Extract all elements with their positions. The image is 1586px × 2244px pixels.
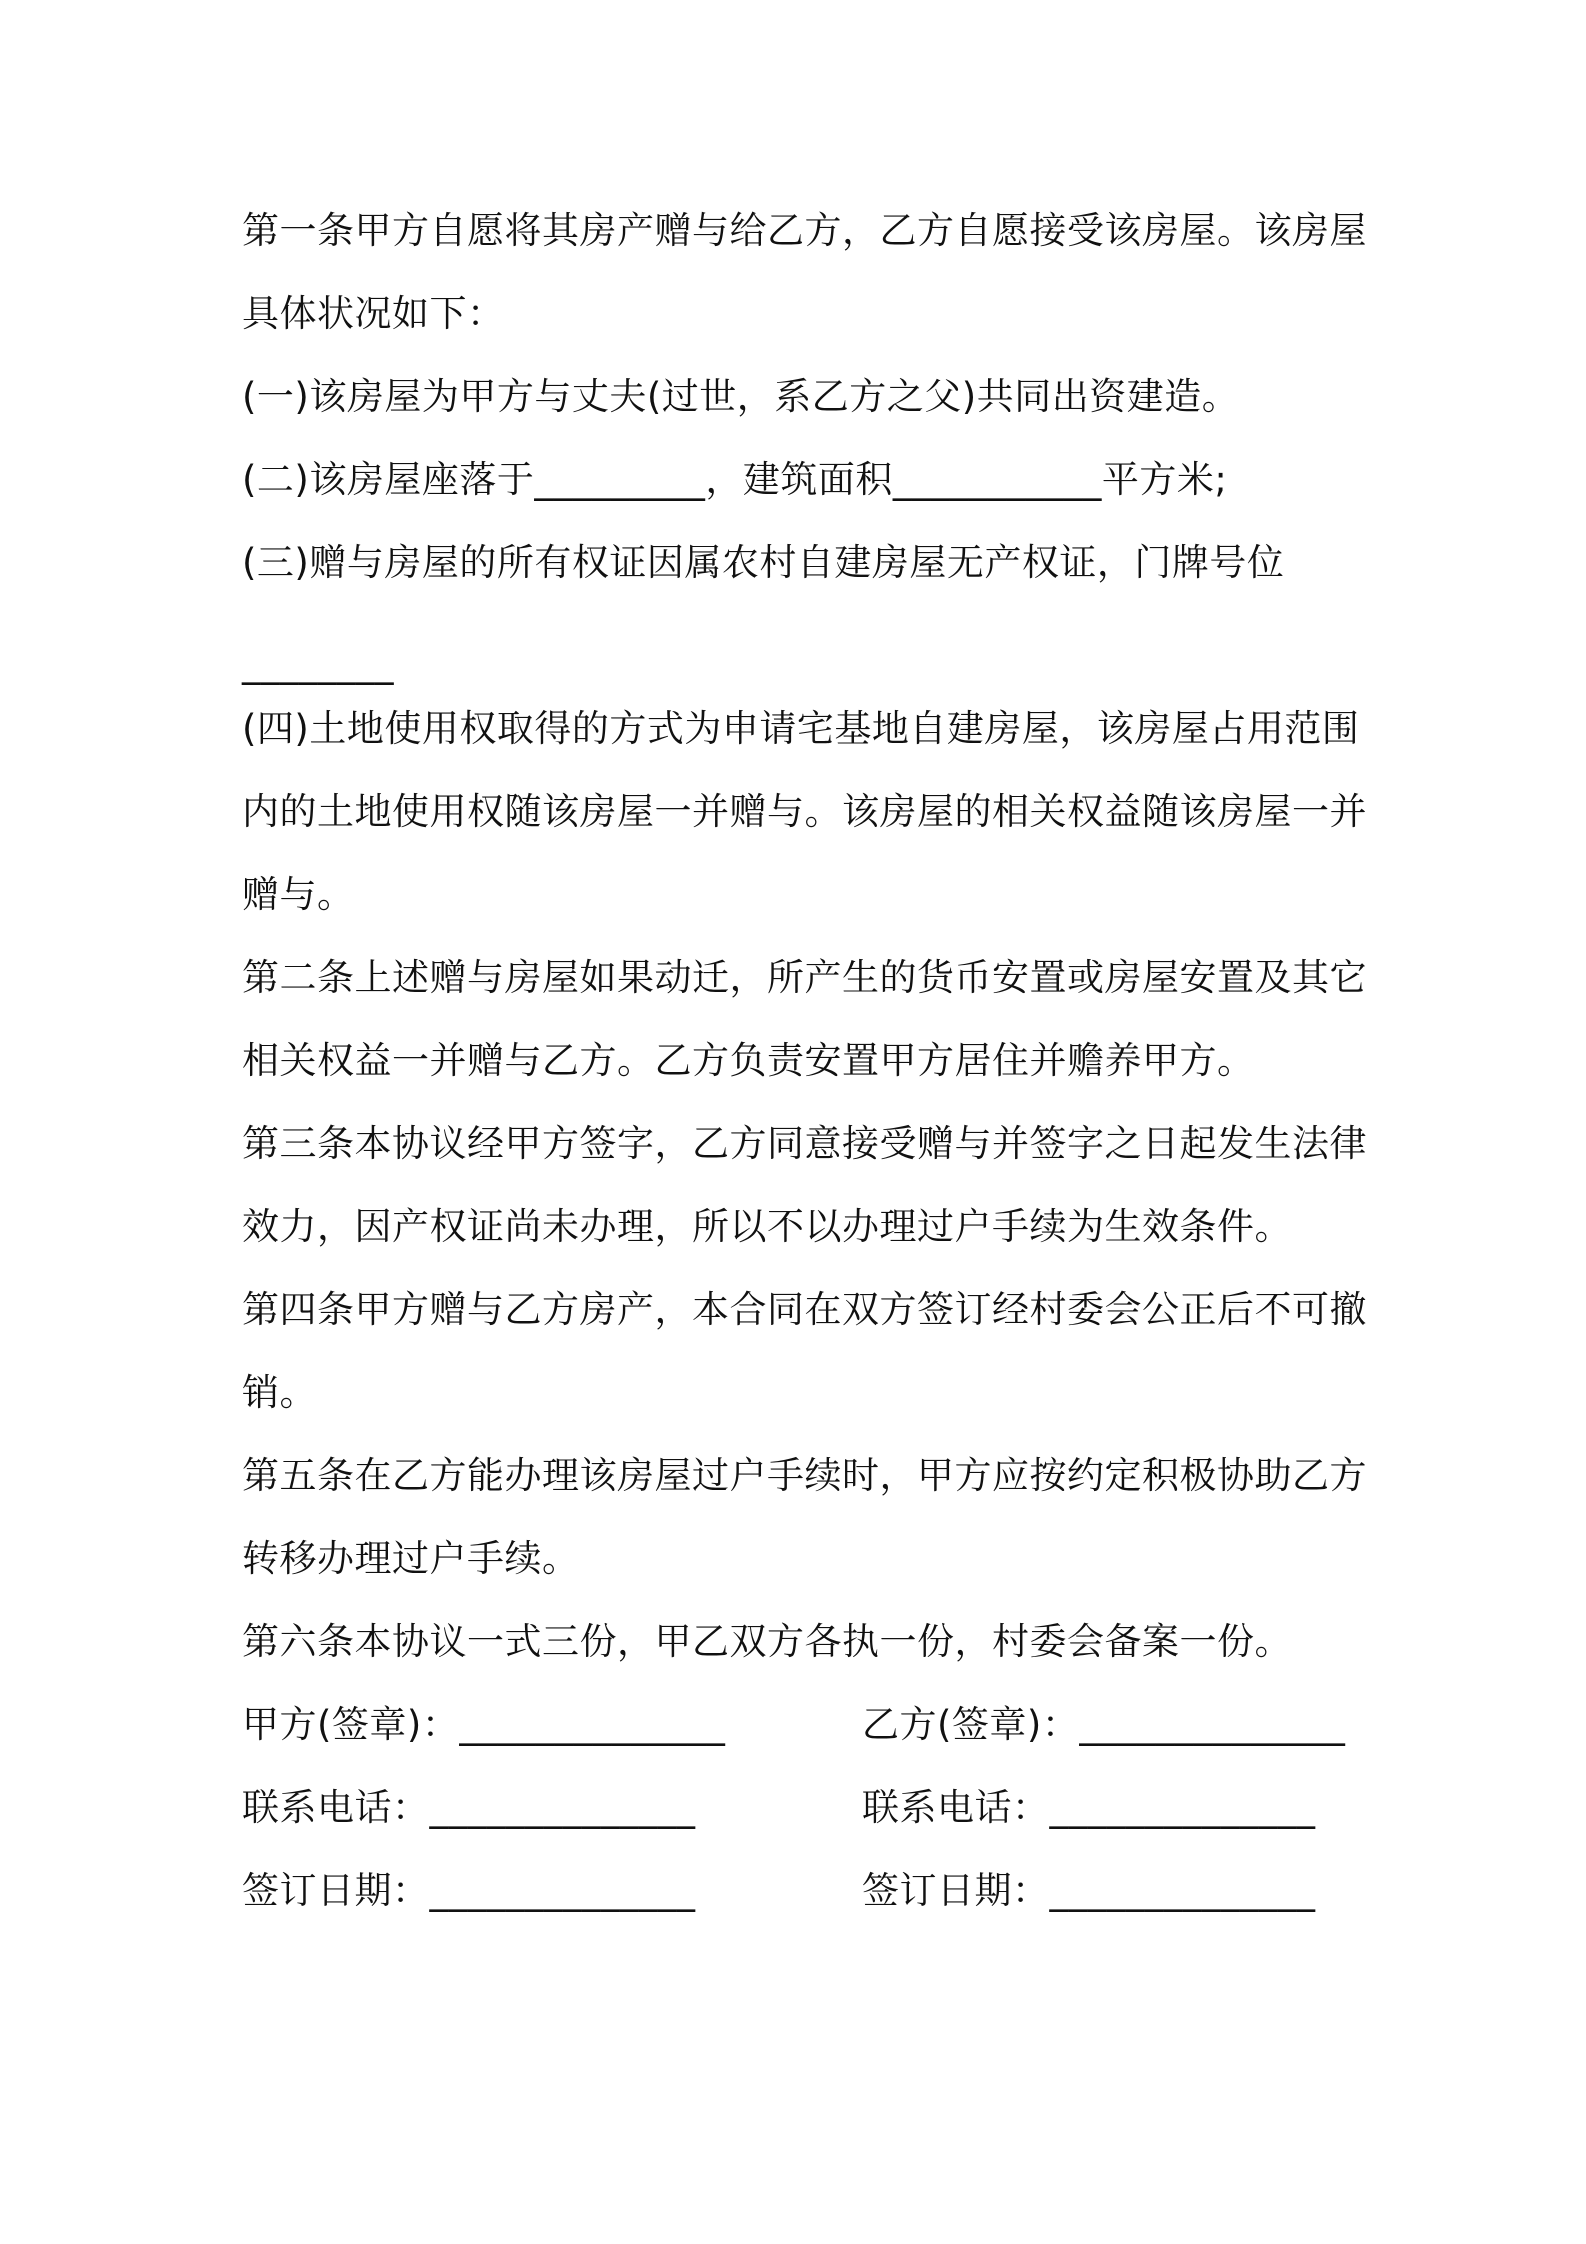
item-2: (二)该房屋座落于_________，建筑面积___________平方米; <box>242 458 1228 501</box>
clause-4-line-2: 销。 <box>242 1371 317 1414</box>
party-a-date-field: 签订日期：______________ <box>242 1869 696 1912</box>
clause-1-line-2: 具体状况如下： <box>242 292 505 335</box>
clause-1-line-1: 第一条甲方自愿将其房产赠与给乙方，乙方自愿接受该房屋。该房屋 <box>242 209 1367 252</box>
clause-2-line-1: 第二条上述赠与房屋如果动迁，所产生的货币安置或房屋安置及其它 <box>242 956 1367 999</box>
party-b-signature-field: 乙方(签章)：______________ <box>862 1703 1346 1746</box>
clause-5-line-1: 第五条在乙方能办理该房屋过户手续时，甲方应按约定积极协助乙方 <box>242 1454 1367 1497</box>
item-3-line-1: (三)赠与房屋的所有权证因属农村自建房屋无产权证，门牌号位 <box>242 541 1285 584</box>
clause-3-line-1: 第三条本协议经甲方签字，乙方同意接受赠与并签字之日起发生法律 <box>242 1122 1367 1165</box>
item-4-line-2: 内的土地使用权随该房屋一并赠与。该房屋的相关权益随该房屋一并 <box>242 790 1367 833</box>
party-a-signature-field: 甲方(签章)：______________ <box>242 1703 726 1746</box>
item-4-line-3: 赠与。 <box>242 873 355 916</box>
clause-3-line-2: 效力，因产权证尚未办理，所以不以办理过户手续为生效条件。 <box>242 1205 1292 1248</box>
clause-2-line-2: 相关权益一并赠与乙方。乙方负责安置甲方居住并赡养甲方。 <box>242 1039 1255 1082</box>
item-3-blank: ________ <box>242 642 394 685</box>
item-4-line-1: (四)土地使用权取得的方式为申请宅基地自建房屋，该房屋占用范围 <box>242 707 1360 750</box>
party-b-phone-field: 联系电话：______________ <box>862 1786 1316 1829</box>
party-a-phone-field: 联系电话：______________ <box>242 1786 696 1829</box>
clause-5-line-2: 转移办理过户手续。 <box>242 1537 580 1580</box>
item-1: (一)该房屋为甲方与丈夫(过世，系乙方之父)共同出资建造。 <box>242 375 1240 418</box>
clause-4-line-1: 第四条甲方赠与乙方房产，本合同在双方签订经村委会公正后不可撤 <box>242 1288 1367 1331</box>
clause-6: 第六条本协议一式三份，甲乙双方各执一份，村委会备案一份。 <box>242 1620 1292 1663</box>
party-b-date-field: 签订日期：______________ <box>862 1869 1316 1912</box>
